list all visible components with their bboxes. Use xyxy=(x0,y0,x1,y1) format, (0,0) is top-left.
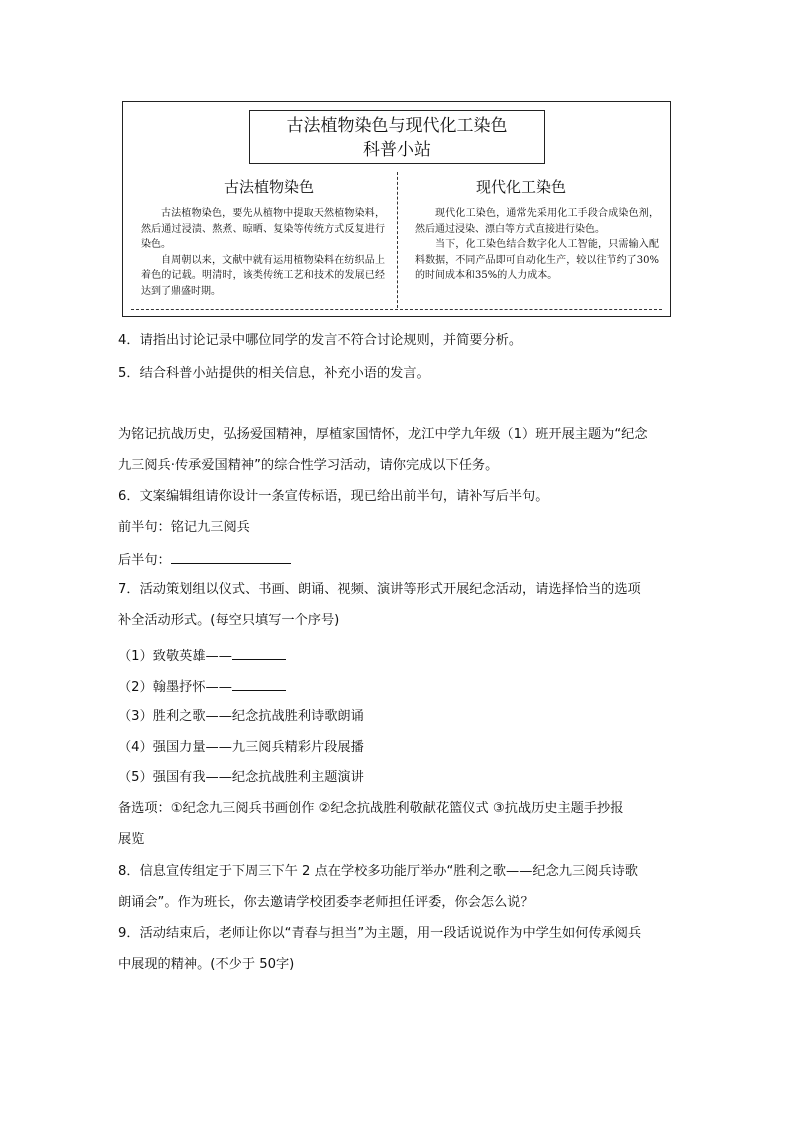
column-divider xyxy=(397,172,398,308)
question-8-line-2: 朗诵会”。作为班长，你去邀请学校团委李老师担任评委，你会怎么说？ xyxy=(118,895,534,910)
title-line-1: 古法植物染色与现代化工染色 xyxy=(286,116,508,136)
question-6: 6．文案编辑组请你设计一条宣传标语，现已给出前半句，请补写后半句。 xyxy=(118,489,549,504)
activity-item-1-blank[interactable] xyxy=(232,645,286,660)
front-half-sentence: 前半句：铭记九三阅兵 xyxy=(118,520,250,535)
right-column-heading: 现代化工染色 xyxy=(475,178,566,196)
activity-item-1-label: （1）致敬英雄—— xyxy=(118,649,232,664)
left-column-text xyxy=(141,206,385,299)
activity-item-3: （3）胜利之歌——纪念抗战胜利诗歌朗诵 xyxy=(118,709,364,724)
activity-item-2-blank[interactable] xyxy=(232,676,286,691)
activity-item-5: （5）强国有我——纪念抗战胜利主题演讲 xyxy=(118,770,364,785)
right-paragraph-1: 现代化工染色，通常先采用化工手段合成染色剂，然后通过浸染、漂白等方式直接进行染色。 xyxy=(415,208,659,235)
activity-item-2 xyxy=(118,676,286,698)
options-line-2: 展览 xyxy=(118,832,145,847)
left-paragraph-1: 古法植物染色，要先从植物中提取天然植物染料，然后通过浸渍、熬煮、晾晒、复染等传统方式反复进行染色。 xyxy=(141,208,385,250)
question-4: 4．请指出讨论记录中哪位同学的发言不符合讨论规则，并简要分析。 xyxy=(118,333,523,348)
intro-line-2: 九三阅兵·传承爱国精神”的综合性学习活动，请你完成以下任务。 xyxy=(118,458,499,473)
activity-item-2-label: （2）翰墨抒怀—— xyxy=(118,680,232,695)
question-9-line-2: 中展现的精神。(不少于 50字) xyxy=(118,957,295,972)
question-7-line-1: 7．活动策划组以仪式、书画、朗诵、视频、演讲等形式开展纪念活动，请选择恰当的选项 xyxy=(118,582,641,597)
science-station-box xyxy=(122,101,671,317)
question-5: 5．结合科普小站提供的相关信息，补充小语的发言。 xyxy=(118,366,430,381)
question-7-line-2: 补全活动形式。(每空只填写一个序号) xyxy=(118,613,340,628)
science-station-title xyxy=(249,110,545,164)
right-paragraph-2: 当下，化工染色结合数字化人工智能，只需输入配料数据，不同产品即可自动化生产，较以往节约了30%的时间成本和35%的人力成本。 xyxy=(415,239,659,281)
left-column-heading: 古法植物染色 xyxy=(223,178,314,196)
activity-item-4: （4）强国力量——九三阅兵精彩片段展播 xyxy=(118,740,364,755)
bottom-dashed-line xyxy=(131,309,662,310)
back-half-blank[interactable] xyxy=(171,549,291,564)
back-half-label: 后半句： xyxy=(118,553,171,568)
question-8-line-1: 8．信息宣传组定于下周三下午 2 点在学校多功能厅举办“胜利之歌——纪念九三阅兵诗歌 xyxy=(118,864,638,879)
activity-item-1 xyxy=(118,645,286,667)
title-line-2: 科普小站 xyxy=(363,140,431,160)
options-line-1: 备选项：①纪念九三阅兵书画创作 ②纪念抗战胜利敬献花篮仪式 ③抗战历史主题手抄报 xyxy=(118,801,624,816)
left-paragraph-2: 自周朝以来，文献中就有运用植物染料在纺织品上着色的记载。明清时，该类传统工艺和技术的发展已经达到了鼎盛时期。 xyxy=(141,254,385,297)
intro-line-1: 为铭记抗战历史，弘扬爱国精神，厚植家国情怀，龙江中学九年级（1）班开展主题为“纪念 xyxy=(118,427,648,442)
back-half-sentence-row xyxy=(118,549,291,571)
right-column-text xyxy=(415,206,659,284)
question-9-line-1: 9．活动结束后，老师让你以“青春与担当”为主题，用一段话说说作为中学生如何传承阅兵 xyxy=(118,926,642,941)
